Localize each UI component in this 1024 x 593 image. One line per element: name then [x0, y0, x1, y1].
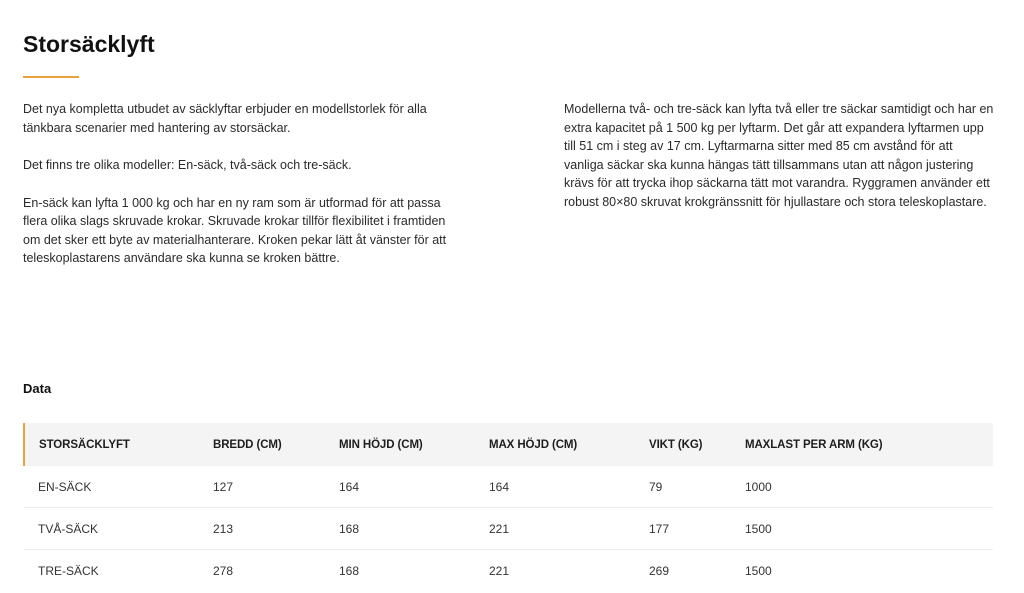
table-cell: 168	[339, 508, 489, 550]
table-header-row	[24, 423, 993, 466]
table-cell: 1000	[745, 466, 993, 508]
intro-left-column	[23, 100, 463, 287]
table-cell: 278	[213, 563, 234, 578]
intro-paragraph: Modellerna två- och tre-säck kan lyfta två eller tre säckar samtidigt och har en extra kapacitet på 1 500 kg per lyftarm. Det går att expandera lyftarmen upp till 51 cm i steg av 17 cm. Lyftarmarna sitter med 85 cm avstånd för att vanliga säckar ska kunna hängas tätt tillsammans utan att någon justering krävs för att trycka ihop säckarna tätt mot varandra. Ryggramen använder ett robust 80×80 skruvat krokgränssnitt för hjullastare och stora teleskoplastare.	[564, 102, 994, 209]
table-cell: 168	[339, 563, 360, 578]
column-header: MIN HÖJD (CM)	[339, 423, 489, 466]
column-header: STORSÄCKLYFT	[24, 423, 213, 466]
table-cell: 127	[213, 466, 339, 508]
table-row	[24, 466, 993, 508]
table-cell: 213	[213, 508, 339, 550]
page-title: Storsäcklyft	[23, 31, 155, 57]
column-header: MAX HÖJD (CM)	[489, 423, 649, 466]
table-cell: 177	[649, 508, 745, 550]
data-table	[23, 423, 993, 591]
table-cell: TRE-SÄCK	[38, 563, 99, 578]
intro-right-column	[564, 100, 994, 230]
table-cell: 1500	[745, 508, 993, 550]
table-cell: 1500	[745, 563, 772, 578]
column-header: MAXLAST PER ARM (KG)	[745, 423, 993, 466]
title-underline	[23, 76, 79, 78]
table-cell: 164	[489, 466, 649, 508]
intro-paragraph: En-säck kan lyfta 1 000 kg och har en ny ram som är utformad för att passa flera olika slags skruvade krokar. Skruvade krokar tillför flexibilitet i framtiden om det sker ett byte av materialhanterare. Kroken pekar lätt åt vänster för att teleskoplastarens användare ska kunna se kroken bättre.	[23, 195, 447, 265]
table-cell: 221	[489, 563, 510, 578]
column-header: BREDD (CM)	[213, 423, 339, 466]
intro-paragraph: Det nya kompletta utbudet av säcklyftar erbjuder en modellstorlek för alla tänkbara scenarier med hantering av storsäckar.	[23, 102, 427, 135]
data-heading: Data	[23, 381, 52, 396]
table-row	[24, 508, 993, 550]
table-cell: EN-SÄCK	[24, 466, 213, 508]
table-cell: 164	[339, 466, 489, 508]
table-cell: 79	[649, 466, 745, 508]
table-cell: TVÅ-SÄCK	[24, 508, 213, 550]
table-cell: 269	[649, 563, 670, 578]
table-row	[24, 550, 993, 592]
table-cell: 221	[489, 508, 649, 550]
intro-paragraph: Det finns tre olika modeller: En-säck, två-säck och tre-säck.	[23, 158, 352, 172]
column-header: VIKT (KG)	[649, 423, 745, 466]
